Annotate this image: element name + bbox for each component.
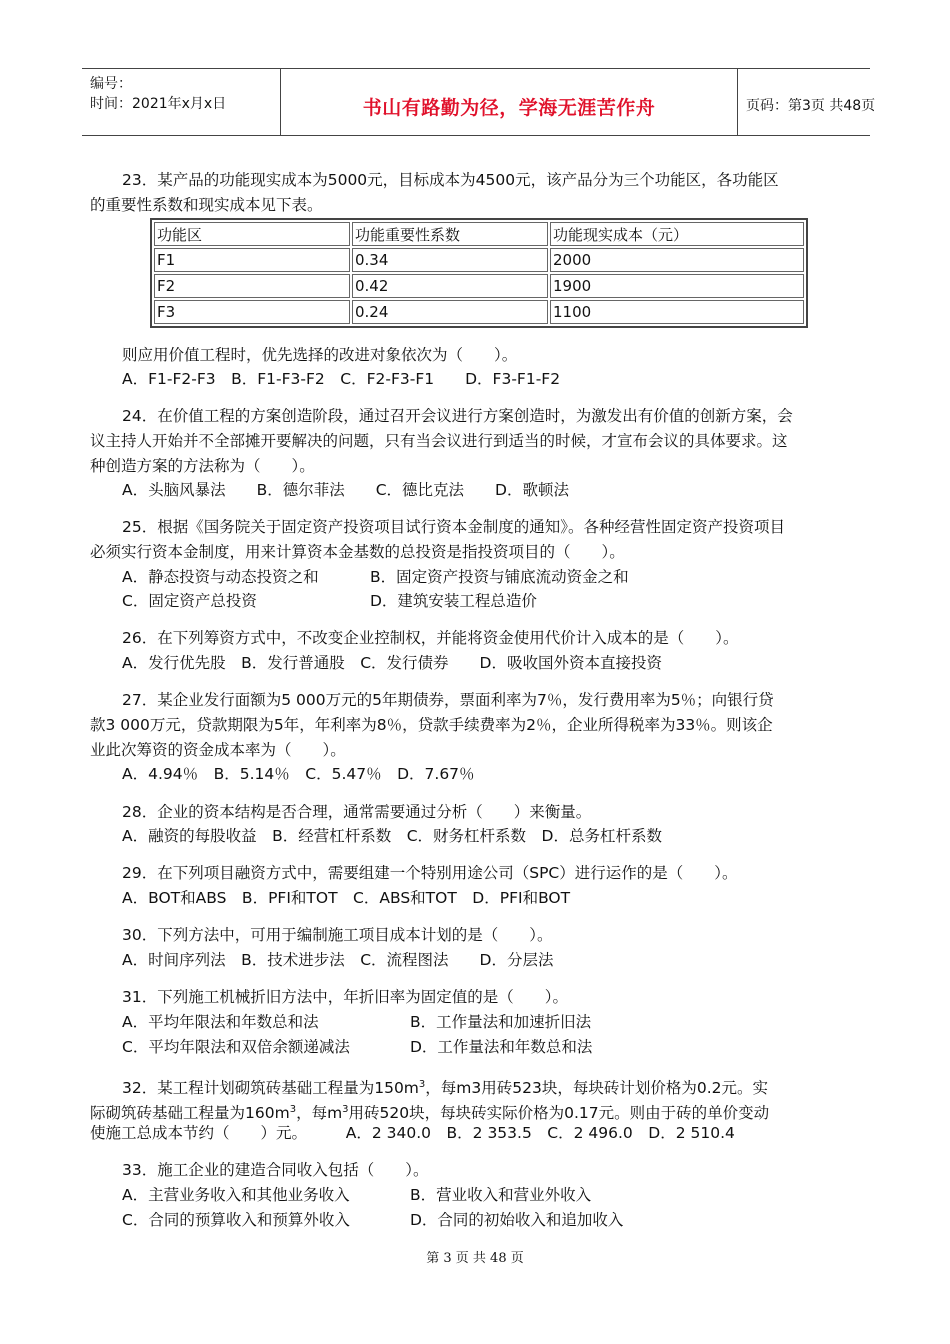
q30-options: A．时间序列法 B．技术进步法 C．流程图法 D．分层法 [122,951,554,969]
q32-line2-b: ，每m [296,1104,343,1123]
table-header-cell: 功能现实成本（元） [550,222,804,246]
q31-line1: 31．下列施工机械折旧方法中，年折旧率为固定值的是（ ）。 [122,988,568,1006]
table-cell: F3 [154,300,350,324]
code-label: 编号： [90,76,132,92]
table-header-cell: 功能重要性系数 [352,222,548,246]
table-row [154,248,804,272]
q25-line1: 25．根据《国务院关于固定资产投资项目试行资本金制度的通知》。各种经营性固定资产投资项目 [122,518,785,536]
function-table [150,218,808,328]
q32-line2-c: 用砖520块，每块砖实际价格为0.17元。则由于砖的单价变动 [348,1104,770,1123]
page-header [82,68,876,136]
table-row [154,274,804,298]
table-cell: F2 [154,274,350,298]
q26-options: A．发行优先股 B．发行普通股 C．发行债券 D．吸收国外资本直接投资 [122,654,662,672]
q24-line3: 种创造方案的方法称为（ ）。 [90,457,315,475]
q24-line1: 24．在价值工程的方案创造阶段，通过召开会议进行方案创造时，为激发出有价值的创新方案，会 [122,407,793,425]
table-cell: 1100 [550,300,804,324]
q31-option-b: B．工作量法和加速折旧法 [410,1013,592,1031]
q24-line2: 议主持人开始并不全部摊开要解决的问题，只有当会议进行到适当的时候，才宣布会议的具体要求。这 [90,432,788,450]
table-cell: 0.42 [352,274,548,298]
q23-line3: 则应用价值工程时，优先选择的改进对象依次为（ ）。 [122,346,518,364]
table-cell: 0.24 [352,300,548,324]
q32-line2-sup1: 3 [289,1104,297,1115]
q33-option-a: A．主营业务收入和其他业务收入 [122,1186,350,1204]
table-row [154,300,804,324]
q27-line2: 款3 000万元，贷款期限为5年，年利率为8％，贷款手续费率为2％，企业所得税率为33％。则该企 [90,716,773,734]
q27-options: A．4.94％ B．5.14％ C．5.47％ D．7.67％ [122,765,475,783]
q33-option-b: B．营业收入和营业外收入 [410,1186,592,1204]
q25-option-d: D．建筑安装工程总造价 [370,592,537,610]
q26-line1: 26．在下列筹资方式中，不改变企业控制权，并能将资金使用代价计入成本的是（ ）。 [122,629,739,647]
q33-option-d: D．合同的初始收入和追加收入 [410,1211,624,1229]
q29-line1: 29．在下列项目融资方式中，需要组建一个特别用途公司（SPC）进行运作的是（ ）。 [122,864,738,882]
q32-line3: 使施工总成本节约（ ）元。 A．2 340.0 B．2 353.5 C．2 496.0 D．2 510.4 [90,1124,735,1142]
q25-option-b: B．固定资产投资与铺底流动资金之和 [370,568,629,586]
q23-line2: 的重要性系数和现实成本见下表。 [90,196,323,214]
motto: 书山有路勤为径，学海无涯苦作舟 [362,97,656,119]
q32-line1-sup: 3 [418,1079,426,1090]
table-cell: 1900 [550,274,804,298]
q23-options: A．F1-F2-F3 B．F1-F3-F2 C．F2-F3-F1 D．F3-F1-F2 [122,370,561,388]
q31-option-d: D．工作量法和年数总和法 [410,1038,593,1056]
header-right [736,69,876,135]
table-cell: F1 [154,248,350,272]
q32-line2-a: 际砌筑砖基础工程量为160m [90,1104,290,1123]
q33-line1: 33．施工企业的建造合同收入包括（ ）。 [122,1161,429,1179]
q23-line1: 23．某产品的功能现实成本为5000元，目标成本为4500元，该产品分为三个功能区，各功能区 [122,171,779,189]
header-middle [280,69,738,135]
q29-options: A．BOT和ABS B．PFI和TOT C．ABS和TOT D．PFI和BOT [122,889,571,907]
q27-line3: 业此次筹资的资金成本率为（ ）。 [90,741,346,759]
q31-option-a: A．平均年限法和年数总和法 [122,1013,319,1031]
table-cell: 2000 [550,248,804,272]
q30-line1: 30．下列方法中，可用于编制施工项目成本计划的是（ ）。 [122,926,553,944]
q25-option-c: C．固定资产总投资 [122,592,257,610]
header-left [82,69,280,135]
q32-line2-sup2: 3 [342,1104,349,1115]
q32-line1-b: ，每m3用砖523块，每块砖计划价格为0.2元。实 [425,1079,768,1098]
q32-line1-a: 32．某工程计划砌筑砖基础工程量为150m [122,1079,419,1098]
q33-option-c: C．合同的预算收入和预算外收入 [122,1211,350,1229]
table-header-cell: 功能区 [154,222,350,246]
q25-line2: 必须实行资本金制度，用来计算资本金基数的总投资是指投资项目的（ ）。 [90,543,625,561]
q28-options: A．融资的每股收益 B．经营杠杆系数 C．财务杠杆系数 D．总务杠杆系数 [122,827,662,845]
q28-line1: 28．企业的资本结构是否合理，通常需要通过分析（ ）来衡量。 [122,803,592,821]
q24-options: A．头脑风暴法 B．德尔菲法 C．德比克法 D．歌顿法 [122,481,569,499]
table-cell: 0.34 [352,248,548,272]
page-footer: 第 3 页 共 48 页 [426,1251,524,1266]
q31-option-c: C．平均年限法和双倍余额递减法 [122,1038,350,1056]
page-info: 页码：第3页 共48页 [746,98,876,114]
table-header-row [154,222,804,246]
q25-option-a: A．静态投资与动态投资之和 [122,568,319,586]
q27-line1: 27．某企业发行面额为5 000万元的5年期债券，票面利率为7％，发行费用率为5％；向银行贷 [122,691,774,709]
time-label: 时间：2021年x月x日 [90,96,227,112]
